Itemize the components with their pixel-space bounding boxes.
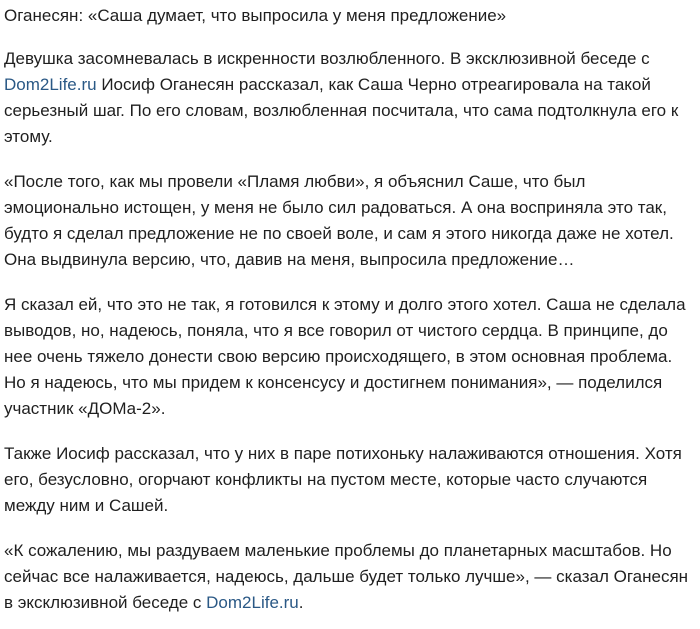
paragraph-quote-1: «После того, как мы провели «Пламя любви», я объяснил Саше, что был эмоционально истощен, у меня не было сил радоваться. А она восприняла это так, будто я сделал предложение не по своей воле, и сам я этого никогда даже не хотел. Она выдвинула версию, что, давив на меня, выпросила предложение… xyxy=(4,172,674,269)
paragraph-closing-text-before: «К сожалению, мы раздуваем маленькие проблемы до планетарных масштабов. Но сейчас все налаживается, надеюсь, дальше будет только лучше», — сказал Оганесян в эксклюзивной беседе с xyxy=(4,541,689,612)
dom2life-link-closing[interactable]: Dom2Life.ru xyxy=(206,593,299,612)
dom2life-link[interactable]: Dom2Life.ru xyxy=(4,75,97,94)
article-title: Оганесян: «Саша думает, что выпросила у меня предложение» xyxy=(4,6,507,25)
paragraph-quote-2: Я сказал ей, что это не так, я готовился к этому и долго этого хотел. Саша не сделала выводов, но, надеюсь, поняла, что я все говорил от чистого сердца. В принципе, до нее очень тяжело донести свою версию происходящего, в этом основная проблема. Но я надеюсь, что мы придем к консенсусу и достигнем понимания», — поделился участник «ДОМа-2». xyxy=(4,295,686,418)
paragraph-intro-text-before: Девушка засомневалась в искренности возлюбленного. В эксклюзивной беседе с xyxy=(4,49,650,68)
paragraph-intro xyxy=(4,46,692,150)
paragraph-closing xyxy=(4,538,692,616)
paragraph-closing-text-after: . xyxy=(298,593,304,612)
paragraph-relationship: Также Иосиф рассказал, что у них в паре потихоньку налаживаются отношения. Хотя его, безусловно, огорчают конфликты на пустом месте, которые часто случаются между ним и Сашей. xyxy=(4,444,682,515)
paragraph-intro-text-after: Иосиф Оганесян рассказал, как Саша Черно отреагировала на такой серьезный шаг. По его словам, возлюбленная посчитала, что сама подтолкнула его к этому. xyxy=(4,75,679,146)
